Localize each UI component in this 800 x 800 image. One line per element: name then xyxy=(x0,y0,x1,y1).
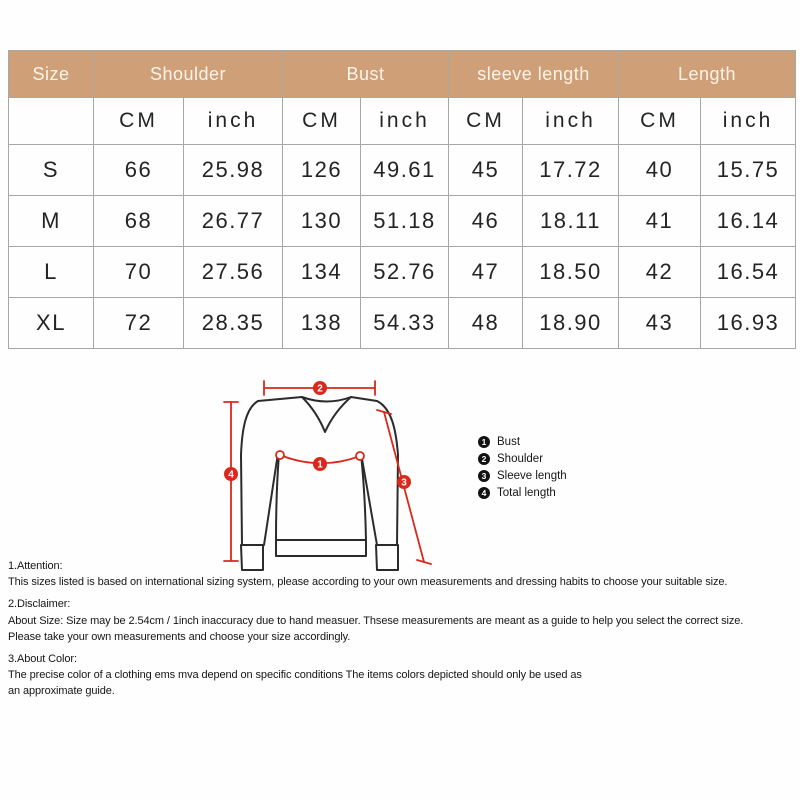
table-cell: 18.90 xyxy=(523,298,619,349)
table-row xyxy=(9,298,796,349)
legend-number-icon: 4 xyxy=(478,487,490,499)
size-label: S xyxy=(9,145,94,196)
about-color-text-line2: an approximate guide. xyxy=(8,685,115,698)
measurement-badges xyxy=(224,381,411,489)
disclaimer-text-line2: Please take your own measurements and choose your size accordingly. xyxy=(8,630,351,643)
table-cell: 26.77 xyxy=(184,196,283,247)
header-shoulder: Shoulder xyxy=(94,51,283,98)
table-cell: 18.11 xyxy=(523,196,619,247)
size-label: M xyxy=(9,196,94,247)
table-cell: 51.18 xyxy=(361,196,449,247)
legend-label: Bust xyxy=(497,436,521,448)
legend-number-icon: 3 xyxy=(478,470,490,482)
legend-label: Shoulder xyxy=(497,453,544,465)
table-cell: 130 xyxy=(283,196,361,247)
table-cell: 49.61 xyxy=(361,145,449,196)
sweater-measurement-diagram-icon xyxy=(0,370,800,585)
table-row xyxy=(9,196,796,247)
badge-3: 3 xyxy=(401,477,407,489)
table-cell: 134 xyxy=(283,247,361,298)
table-cell: 28.35 xyxy=(184,298,283,349)
table-cell: 47 xyxy=(449,247,523,298)
table-cell: 18.50 xyxy=(523,247,619,298)
table-cell: 40 xyxy=(619,145,701,196)
table-cell: 70 xyxy=(94,247,184,298)
legend-item xyxy=(478,436,567,448)
legend-label: Total length xyxy=(497,487,556,499)
header-sleeve-length: sleeve length xyxy=(449,51,619,98)
unit-cm: CM xyxy=(449,98,523,145)
unit-inch: inch xyxy=(701,98,796,145)
unit-inch: inch xyxy=(523,98,619,145)
legend-item xyxy=(478,453,567,465)
attention-text: This sizes listed is based on international sizing system, please according to your own measurements and dressing habits to choose your suitable size. xyxy=(8,576,728,589)
table-cell: 45 xyxy=(449,145,523,196)
table-cell: 126 xyxy=(283,145,361,196)
unit-inch: inch xyxy=(184,98,283,145)
table-cell: 72 xyxy=(94,298,184,349)
badge-4: 4 xyxy=(228,469,234,481)
header-length: Length xyxy=(619,51,796,98)
header-size: Size xyxy=(9,51,94,98)
table-cell: 48 xyxy=(449,298,523,349)
table-row xyxy=(9,247,796,298)
attention-heading: 1.Attention: xyxy=(8,560,63,572)
size-label: L xyxy=(9,247,94,298)
table-cell: 41 xyxy=(619,196,701,247)
table-cell: 46 xyxy=(449,196,523,247)
table-cell: 54.33 xyxy=(361,298,449,349)
table-cell: 52.76 xyxy=(361,247,449,298)
legend-number-icon: 1 xyxy=(478,436,490,448)
badge-1: 1 xyxy=(317,459,323,471)
table-cell: 17.72 xyxy=(523,145,619,196)
legend-label: Sleeve length xyxy=(497,470,567,482)
unit-cm: CM xyxy=(283,98,361,145)
unit-cm: CM xyxy=(619,98,701,145)
table-row xyxy=(9,145,796,196)
badge-2: 2 xyxy=(317,383,323,395)
measurement-lines-icon xyxy=(224,381,431,564)
table-header-row xyxy=(9,51,796,98)
legend-item xyxy=(478,487,567,499)
table-cell: 16.14 xyxy=(701,196,796,247)
table-cell: 138 xyxy=(283,298,361,349)
table-cell: 68 xyxy=(94,196,184,247)
sweater-outline-icon xyxy=(241,397,398,570)
table-cell: 42 xyxy=(619,247,701,298)
disclaimer-text-line1: About Size: Size may be 2.54cm / 1inch inaccuracy due to hand measuer. Thsese measurements are meant as a guide to help you select the correct size. xyxy=(8,614,744,627)
table-cell: 16.93 xyxy=(701,298,796,349)
table-cell: 16.54 xyxy=(701,247,796,298)
notes-section xyxy=(8,558,798,700)
about-color-heading: 3.About Color: xyxy=(8,653,77,666)
table-cell: 25.98 xyxy=(184,145,283,196)
table-cell: 66 xyxy=(94,145,184,196)
header-bust: Bust xyxy=(283,51,449,98)
unit-empty-cell xyxy=(9,98,94,145)
unit-inch: inch xyxy=(361,98,449,145)
disclaimer-heading: 2.Disclaimer: xyxy=(8,598,71,611)
size-chart-table xyxy=(8,50,796,349)
table-cell: 27.56 xyxy=(184,247,283,298)
about-color-text-line1: The precise color of a clothing ems mva depend on specific conditions The items colors depicted should only be used as xyxy=(8,669,582,682)
table-cell: 43 xyxy=(619,298,701,349)
table-cell: 15.75 xyxy=(701,145,796,196)
legend-item xyxy=(478,470,567,482)
table-unit-row xyxy=(9,98,796,145)
diagram-legend xyxy=(478,436,567,499)
unit-cm: CM xyxy=(94,98,184,145)
legend-number-icon: 2 xyxy=(478,453,490,465)
size-label: XL xyxy=(9,298,94,349)
